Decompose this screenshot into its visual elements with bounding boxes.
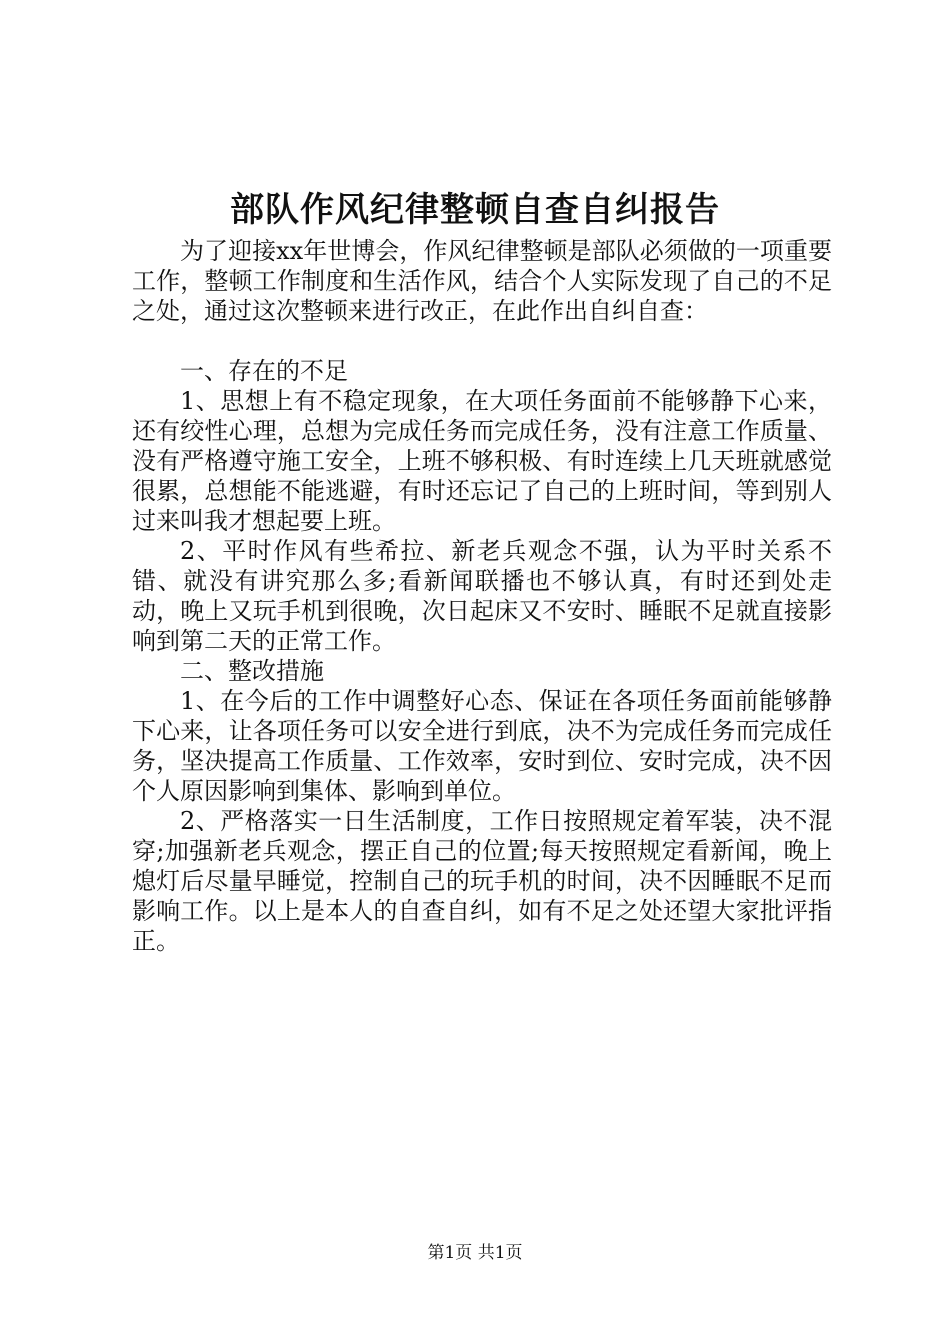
section-heading-measures: 二、整改措施 — [180, 657, 324, 685]
measure-item-2: 2、严格落实一日生活制度，工作日按照规定着军装，决不混穿;加强新老兵观念，摆正自己的位置;每天按照规定看新闻，晚上熄灯后尽量早睡觉，控制自己的玩手机的时间，决不因睡眠不足而影响工作。以上是本人的自查自纠，如有不足之处还望大家批评指正。 — [132, 807, 832, 955]
intro-paragraph: 为了迎接xx年世博会，作风纪律整顿是部队必须做的一项重要工作，整顿工作制度和生活作风，结合个人实际发现了自己的不足之处，通过这次整顿来进行改正，在此作出自纠自查： — [132, 237, 832, 325]
shortcoming-item-1: 1、思想上有不稳定现象，在大项任务面前不能够静下心来，还有绞性心理，总想为完成任务而完成任务，没有注意工作质量、没有严格遵守施工安全，上班不够积极、有时连续上几天班就感觉很累，总想能不能逃避，有时还忘记了自己的上班时间，等到别人过来叫我才想起要上班。 — [132, 387, 832, 535]
measure-item-1: 1、在今后的工作中调整好心态、保证在各项任务面前能够静下心来，让各项任务可以安全进行到底，决不为完成任务而完成任务，坚决提高工作质量、工作效率，安时到位、安时完成，决不因个人原因影响到集体、影响到单位。 — [132, 687, 832, 805]
document-body — [132, 236, 832, 956]
section-heading-shortcomings: 一、存在的不足 — [180, 357, 348, 385]
shortcoming-item-2: 2、平时作风有些希拉、新老兵观念不强，认为平时关系不错、就没有讲究那么多;看新闻联播也不够认真，有时还到处走动，晚上又玩手机到很晚，次日起床又不安时、睡眠不足就直接影响到第二天的正常工作。 — [132, 537, 832, 655]
page-number-footer: 第1页 共1页 — [427, 1243, 523, 1263]
document-title: 部队作风纪律整顿自查自纠报告 — [230, 190, 720, 230]
